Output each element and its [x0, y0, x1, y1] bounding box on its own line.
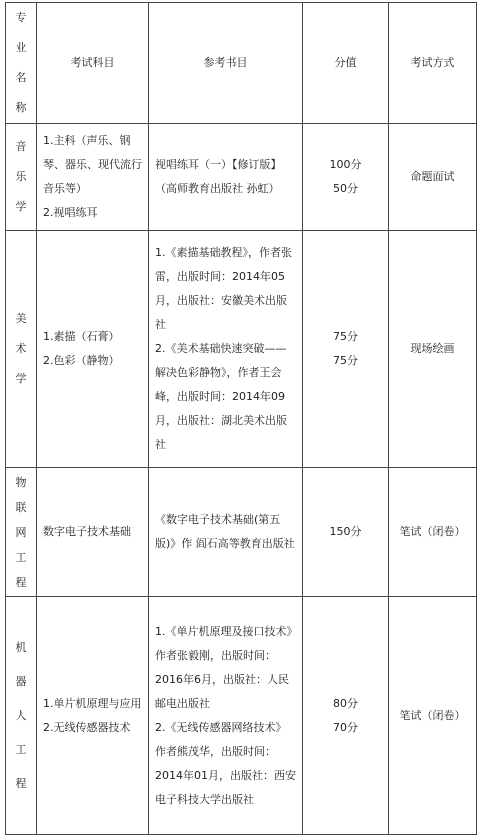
score-value: 50分 — [333, 182, 358, 195]
header-major-char: 名 — [15, 71, 27, 84]
books-cell — [149, 468, 303, 597]
score-value: 80分 — [333, 696, 358, 710]
subject-line: 2.色彩（静物） — [43, 354, 120, 367]
score-cell — [303, 468, 389, 597]
header-score: 分值 — [303, 3, 389, 124]
table-row — [6, 468, 477, 597]
major-char: 美 — [15, 312, 27, 325]
subject-cell — [37, 231, 149, 468]
major-cell — [6, 231, 37, 468]
subject-line: 2.无线传感器技术 — [43, 720, 131, 734]
header-row — [6, 3, 477, 124]
book-entry: 2.《无线传感器网络技术》作者熊茂华，出版时间：2014年01月，出版社：西安电子科技大学出版社 — [155, 720, 296, 806]
major-char: 乐 — [15, 170, 27, 183]
table-row — [6, 124, 477, 231]
major-cell — [6, 468, 37, 597]
header-major — [6, 3, 37, 124]
major-char: 学 — [15, 372, 27, 385]
subject-line: 1.单片机原理与应用 — [43, 696, 142, 710]
book-entry: 《数字电子技术基础(第五版)》作 阎石高等教育出版社 — [155, 513, 295, 550]
book-entry: 2.《美术基础快速突破——解决色彩静物》，作者王会峰，出版时间：2014年09月，出版社：湖北美术出版社 — [155, 342, 287, 451]
major-char: 程 — [15, 776, 27, 790]
major-char: 程 — [15, 575, 27, 589]
header-method: 考试方式 — [389, 3, 477, 124]
major-char: 人 — [15, 708, 27, 722]
header-major-char: 专 — [15, 11, 27, 24]
method-cell: 笔试（闭卷） — [389, 468, 477, 597]
major-cell — [6, 124, 37, 231]
major-char: 机 — [15, 640, 27, 654]
subject-cell — [37, 124, 149, 231]
exam-table — [5, 2, 477, 835]
header-books: 参考书目 — [149, 3, 303, 124]
subject-cell — [37, 597, 149, 835]
subject-line: 2.视唱练耳 — [43, 206, 98, 219]
score-value: 150分 — [329, 525, 362, 538]
major-char: 器 — [15, 674, 27, 688]
books-cell — [149, 231, 303, 468]
subject-cell — [37, 468, 149, 597]
table-row — [6, 597, 477, 835]
major-char: 音 — [15, 140, 27, 153]
header-subject: 考试科目 — [37, 3, 149, 124]
major-char: 工 — [15, 550, 27, 564]
score-value: 100分 — [329, 158, 362, 171]
major-char: 术 — [15, 342, 27, 355]
major-char: 联 — [15, 500, 27, 514]
book-entry: 视唱练耳（一）【修订版】（高师教育出版社 孙虹） — [155, 158, 282, 195]
table-row — [6, 231, 477, 468]
header-major-char: 称 — [15, 101, 27, 114]
score-cell — [303, 124, 389, 231]
score-value: 70分 — [333, 720, 358, 734]
method-cell: 现场绘画 — [389, 231, 477, 468]
score-cell — [303, 231, 389, 468]
score-value: 75分 — [333, 354, 358, 367]
subject-line: 数字电子技术基础 — [43, 525, 131, 538]
score-cell — [303, 597, 389, 835]
header-major-char: 业 — [15, 41, 27, 54]
book-entry: 1.《单片机原理及接口技术》作者张毅刚，出版时间：2016年6月，出版社：人民邮电出版社 — [155, 624, 292, 710]
major-char: 工 — [15, 742, 27, 756]
book-entry: 1.《素描基础教程》，作者张雷，出版时间：2014年05月，出版社：安徽美术出版社 — [155, 246, 292, 331]
method-cell: 笔试（闭卷） — [389, 597, 477, 835]
method-cell: 命题面试 — [389, 124, 477, 231]
major-cell — [6, 597, 37, 835]
books-cell — [149, 124, 303, 231]
books-cell — [149, 597, 303, 835]
subject-line: 1.主科（声乐、钢琴、器乐、现代流行音乐等） — [43, 134, 142, 195]
major-char: 学 — [15, 200, 27, 213]
score-value: 75分 — [333, 330, 358, 343]
major-char: 物 — [15, 475, 27, 489]
major-char: 网 — [15, 525, 27, 539]
subject-line: 1.素描（石膏） — [43, 330, 120, 343]
